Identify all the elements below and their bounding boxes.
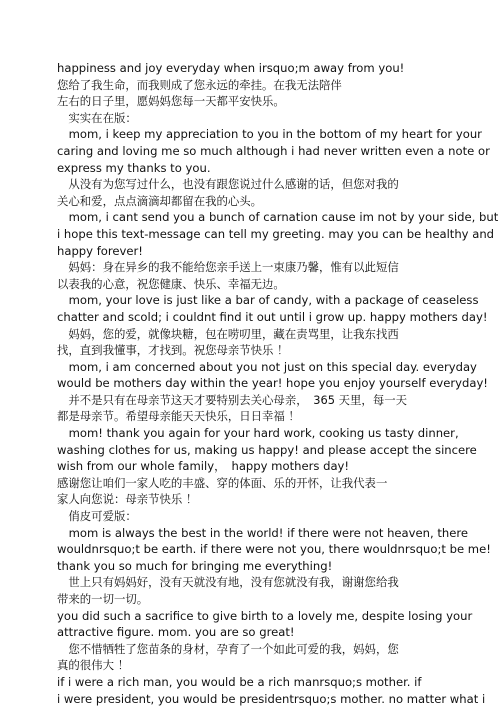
section-heading: 实实在在版： [57, 110, 137, 125]
text-line: caring and loving me so much although i had never written even a note or [57, 143, 490, 158]
text-line: i hope this text-message can tell my greeting. may you can be healthy and [57, 226, 495, 241]
text-line: mom, i cant send you a bunch of carnation cause im not by your side, but [57, 210, 499, 225]
text-line: 关心和爱，点点滴滴却都留在我的心头。 [57, 193, 263, 208]
text-line: 并不是只有在母亲节这天才要特别去关心母亲， 365 天里，每一天 [57, 392, 407, 407]
text-line: 世上只有妈妈好，没有天就没有地，没有您就没有我，谢谢您给我 [57, 575, 399, 590]
text-line: 真的很伟大 ！ [57, 658, 129, 673]
text-line: 您不惜牺牲了您苗条的身材，孕育了一个如此可爱的我，妈妈，您 [57, 641, 399, 656]
text-line: happiness and joy everyday when irsquo;m away from you! [57, 61, 405, 75]
text-line: 感谢您让咱们一家人吃的丰盛、穿的体面、乐的开怀，让我代表一 [57, 475, 388, 490]
text-line: would be mothers day within the year! hope you enjoy yourself everyday! [57, 376, 488, 391]
text-line: if i were a rich man, you would be a rich manrsquo;s mother. if [57, 674, 422, 689]
text-line: 都是母亲节。希望母亲能天天快乐，日日幸福 ！ [57, 409, 300, 424]
text-line: 您给了我生命，而我则成了您永远的牵挂。在我无法陪伴 [57, 77, 342, 92]
text-line: 带来的一切一切。 [57, 592, 149, 606]
document-text [57, 60, 499, 707]
text-line: mom, i keep my appreciation to you in the bottom of my heart for your [57, 127, 482, 142]
text-line: 妈妈：身在异乡的我不能给您亲手送上一束康乃馨，惟有以此短信 [57, 260, 399, 275]
text-line: thank you so much for bringing me everything! [57, 558, 333, 573]
text-line: happy forever! [57, 243, 143, 258]
text-line: you did such a sacrifice to give birth to a lovely me, despite losing your [57, 608, 473, 623]
text-line: express my thanks to you. [57, 160, 211, 175]
text-line: 家人向您说：母亲节快乐 ！ [57, 492, 198, 507]
text-line: mom! thank you again for your hard work, cooking us tasty dinner, [57, 426, 459, 441]
text-line: wouldnrsquo;t be earth. if there were not you, there wouldnrsquo;t be me! [57, 542, 491, 557]
text-line: 左右的日子里，愿妈妈您每一天都平安快乐。 [57, 94, 285, 109]
text-line: mom, i am concerned about you not just on this special day. everyday [57, 359, 477, 374]
text-line: 找，直到我懂事，才找到。祝您母亲节快乐 ！ [57, 343, 289, 358]
text-line: wish from our whole family， happy mothers day! [57, 459, 350, 474]
text-line: i were president, you would be presidentrsquo;s mother. no matter what i [57, 691, 486, 706]
text-line: washing clothes for us, making us happy! and please accept the sincere [57, 442, 477, 457]
text-line: mom is always the best in the world! if there were not heaven, there [57, 525, 469, 540]
text-line: 妈妈，您的爱，就像块糖，包在唠叨里，藏在责骂里，让我东找西 [57, 326, 399, 341]
text-line: chatter and scold; i couldnt find it out until i grow up. happy mothers day! [57, 309, 488, 324]
section-heading: 俏皮可爱版： [57, 509, 137, 524]
text-line: 从没有为您写过什么，也没有跟您说过什么感谢的话，但您对我的 [57, 177, 399, 192]
text-line: 以表我的心意，祝您健康、快乐、幸福无边。 [57, 276, 285, 291]
text-line: mom, your love is just like a bar of candy, with a package of ceaseless [57, 293, 479, 308]
text-line: attractive figure. mom. you are so great! [57, 625, 295, 640]
